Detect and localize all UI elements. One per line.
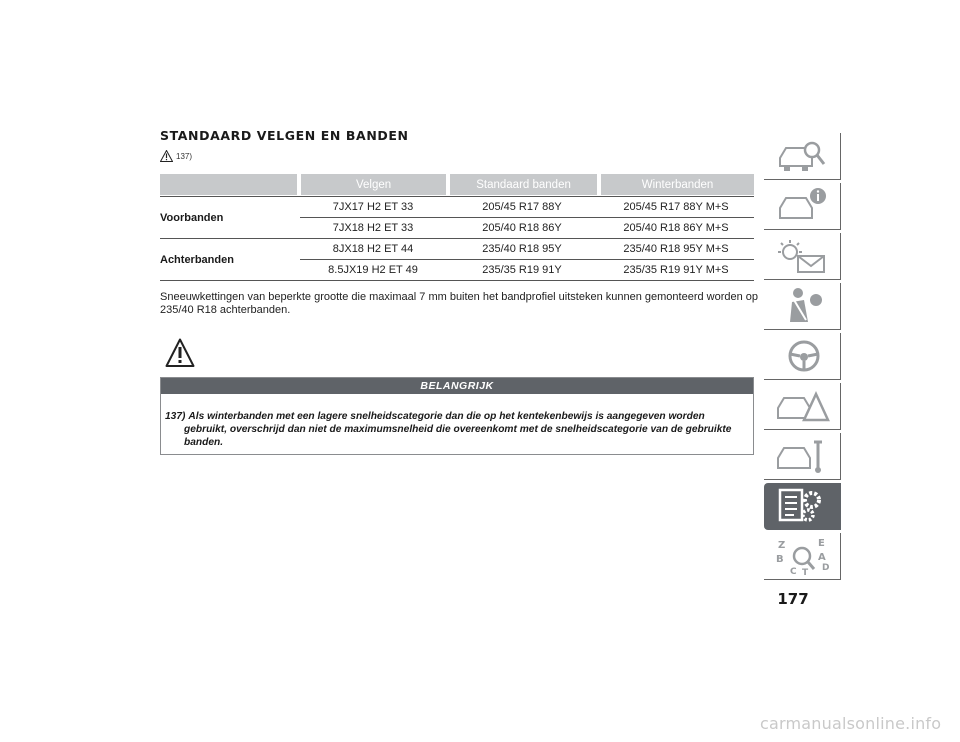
warning-triangle-icon	[165, 338, 195, 368]
reference-number: 137)	[176, 151, 193, 161]
table-header	[160, 174, 754, 195]
cell-standard-tire: 235/40 R18 95Y	[482, 243, 562, 255]
car-search-icon	[772, 136, 832, 176]
snow-chains-note: Sneeuwkettingen van beperkte grootte die maximaal 7 mm buiten het bandprofiel uitsteken kunnen gemonteerd worden op 235/40 R18 achterbanden.	[160, 291, 759, 316]
important-box	[160, 377, 754, 455]
cell-winter-tire: 235/35 R19 91Y M+S	[623, 264, 729, 276]
warning-light-mail-icon	[772, 236, 832, 276]
page-number: 177	[777, 590, 809, 608]
svg-text:C: C	[790, 567, 797, 576]
section-heading: STANDAARD VELGEN EN BANDEN	[160, 128, 409, 143]
alphabet-index-icon	[772, 536, 832, 576]
nav-tab-safety[interactable]	[764, 283, 841, 330]
cell-rim: 8.5JX19 H2 ET 49	[328, 264, 418, 276]
car-warning-triangle-icon	[772, 386, 832, 426]
important-ref: 137)	[165, 411, 186, 422]
svg-text:B: B	[776, 554, 784, 565]
cell-standard-tire: 205/40 R18 86Y	[482, 222, 562, 234]
seatbelt-airbag-icon	[772, 286, 832, 326]
group-label-front: Voorbanden	[160, 211, 224, 224]
group-front	[160, 196, 754, 239]
svg-text:D: D	[822, 563, 830, 573]
nav-tab-technical-data[interactable]	[764, 483, 841, 530]
group-rear	[160, 239, 754, 281]
nav-tab-maintenance[interactable]	[764, 433, 841, 480]
svg-text:E: E	[818, 538, 825, 549]
watermark: carmanualsonline.info	[760, 714, 942, 733]
cell-winter-tire: 205/45 R17 88Y M+S	[623, 201, 729, 213]
cell-rim: 7JX17 H2 ET 33	[332, 201, 414, 213]
cell-standard-tire: 205/45 R17 88Y	[482, 201, 562, 213]
header-empty-cell	[160, 174, 297, 195]
header-standard-tires: Standaard banden	[450, 174, 597, 195]
header-winter-tires: Winterbanden	[601, 174, 754, 195]
table-row	[300, 239, 754, 259]
nav-tab-warning-lights[interactable]	[764, 233, 841, 280]
nav-tab-driving[interactable]	[764, 333, 841, 380]
table-row	[300, 217, 754, 238]
svg-text:A: A	[818, 552, 826, 563]
group-label-rear: Achterbanden	[160, 253, 234, 266]
important-title: BELANGRIJK	[161, 378, 753, 394]
nav-tab-info[interactable]	[764, 183, 841, 230]
table-row	[300, 259, 754, 280]
important-body: Als winterbanden met een lagere snelheidscategorie dan die op het kentekenbewijs is aangegeven worden gebruikt, overschrijd dan niet de maximumsnelheid die overeenkomt met de snelheidscategorie van de gebruikte banden.	[184, 411, 732, 448]
cell-standard-tire: 235/35 R19 91Y	[482, 264, 562, 276]
svg-text:Z: Z	[778, 540, 786, 551]
car-info-icon	[772, 186, 832, 226]
svg-text:T: T	[802, 568, 809, 576]
steering-wheel-icon	[772, 336, 832, 376]
nav-tab-index[interactable]	[764, 533, 841, 580]
table-row	[300, 197, 754, 217]
cell-winter-tire: 205/40 R18 86Y M+S	[623, 222, 729, 234]
cell-winter-tire: 235/40 R18 95Y M+S	[623, 243, 729, 255]
nav-tab-knowing-car[interactable]	[764, 133, 841, 180]
warning-reference	[160, 150, 192, 162]
cell-rim: 7JX18 H2 ET 33	[332, 222, 414, 234]
chapter-nav	[764, 133, 841, 583]
important-text	[161, 394, 753, 449]
header-rims: Velgen	[301, 174, 446, 195]
cell-rim: 8JX18 H2 ET 44	[332, 243, 414, 255]
car-wrench-icon	[772, 436, 832, 476]
warning-triangle-icon	[160, 150, 173, 162]
nav-tab-emergency[interactable]	[764, 383, 841, 430]
specs-gears-icon	[772, 486, 832, 526]
rims-tires-table	[160, 174, 754, 281]
